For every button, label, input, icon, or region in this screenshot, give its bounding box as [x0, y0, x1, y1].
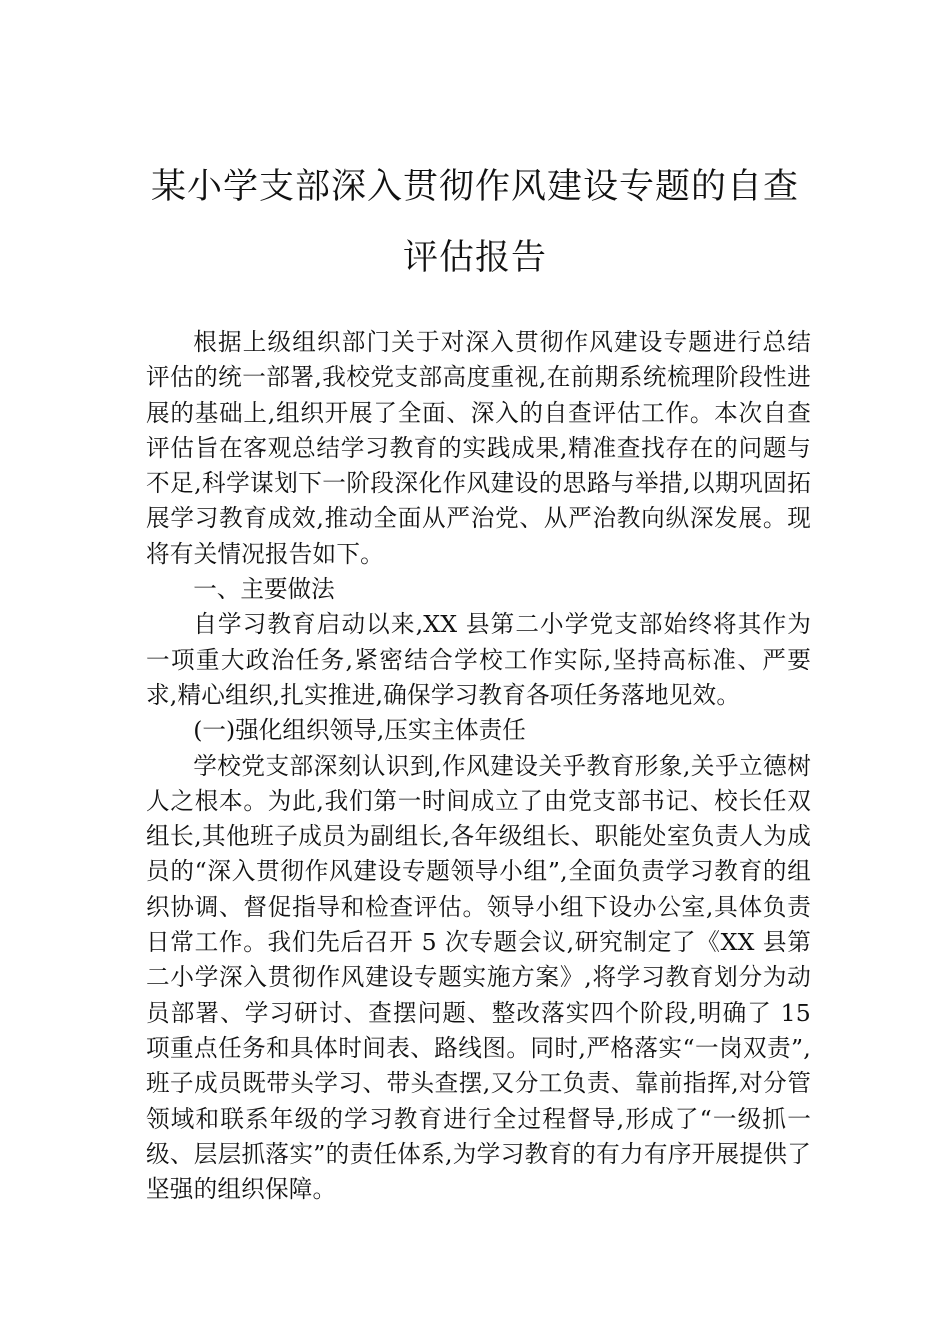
section1-paragraph: 自学习教育启动以来,XX 县第二小学党支部始终将其作为一项重大政治任务,紧密结合学校工作实际,坚持高标准、严要求,精心组织,扎实推进,确保学习教育各项任务落地见效。 [146, 610, 811, 709]
document-title-line2: 评估报告 [402, 238, 547, 278]
section-heading-main-practices: 一、主要做法 [193, 575, 335, 604]
subsection1-paragraph: 学校党支部深刻认识到,作风建设关乎教育形象,关乎立德树人之根本。为此,我们第一时间成立了由党支部书记、校长任双组长,其他班子成员为副组长,各年级组长、职能处室负责人为成员的“深入贯彻作风建设专题领导小组”,全面负责学习教育的组织协调、督促指导和检查评估。领导小组下设办公室,具体负责日常工作。我们先后召开 5 次专题会议,研究制定了《XX 县第二小学深入贯彻作风建设专题实施方案》,将学习教育划分为动员部署、学习研讨、查摆问题、整改落实四个阶段,明确了 15 项重点任务和具体时间表、路线图。同时,严格落实“一岗双责”,班子成员既带头学习、带头查摆,又分工负责、靠前指挥,对分管领域和联系年级的学习教育进行全过程督导,形成了“一级抓一级、层层抓落实”的责任体系,为学习教育的有力有序开展提供了坚强的组织保障。 [146, 751, 811, 1204]
document-title-line1: 某小学支部深入贯彻作风建设专题的自查 [150, 167, 799, 207]
intro-paragraph: 根据上级组织部门关于对深入贯彻作风建设专题进行总结评估的统一部署,我校党支部高度重视,在前期系统梳理阶段性进展的基础上,组织开展了全面、深入的自查评估工作。本次自查评估旨在客观总结学习教育的实践成果,精准查找存在的问题与不足,科学谋划下一阶段深化作风建设的思路与举措,以期巩固拓展学习教育成效,推动全面从严治党、从严治教向纵深发展。现将有关情况报告如下。 [146, 328, 811, 568]
document-body [146, 325, 811, 1207]
subsection-heading-leadership: (一)强化组织领导,压实主体责任 [193, 716, 526, 745]
